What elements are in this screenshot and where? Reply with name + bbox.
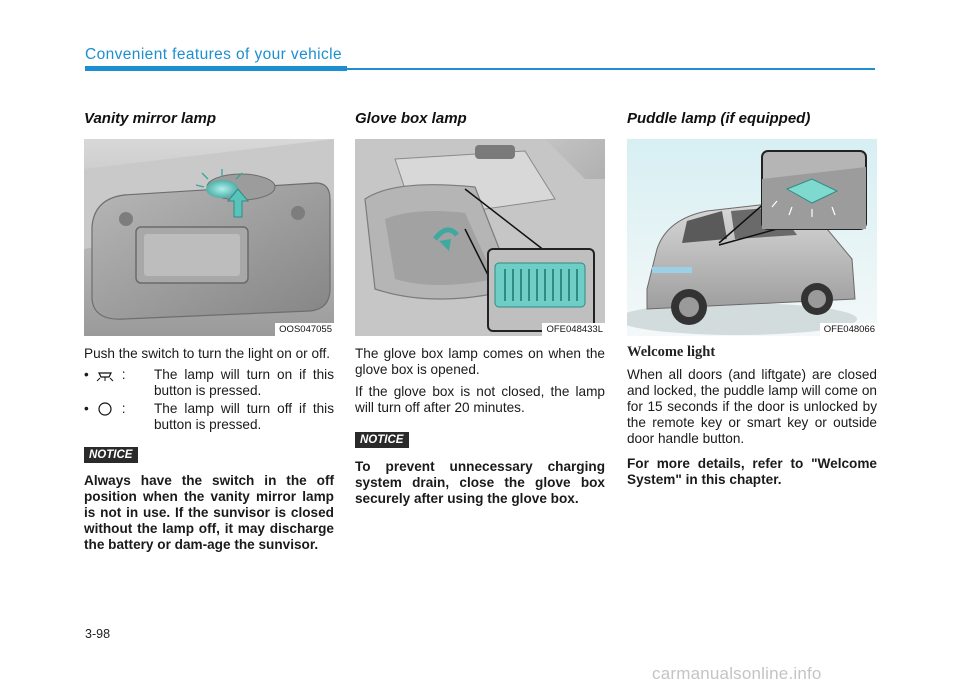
- puddle-lamp-section: [627, 110, 877, 488]
- vanity-intro-text: Push the switch to turn the light on or off.: [84, 346, 331, 361]
- lamp-off-icon: [94, 401, 116, 417]
- header-rule-thin: [347, 68, 875, 70]
- vanity-mirror-figure: [84, 139, 334, 336]
- glove-box-heading: Glove box lamp: [355, 110, 467, 127]
- header-rule-thick: [85, 66, 347, 71]
- puddle-lamp-heading: Puddle lamp (if equipped): [627, 110, 811, 127]
- watermark: carmanualsonline.info: [652, 664, 822, 683]
- lamp-on-icon: [94, 368, 116, 382]
- vanity-notice-text: Always have the switch in the off position when the vanity mirror lamp is not in use. If the sunvisor is closed without the lamp off, it may discharge the battery or dam-age the sunvisor.: [84, 473, 334, 552]
- figure-code: OOS047055: [275, 323, 334, 336]
- glove-box-illustration: [355, 139, 605, 336]
- glove-box-section: [355, 110, 605, 507]
- glove-notice-text: To prevent unnecessary charging system drain, close the glove box securely after using the glove box.: [355, 459, 605, 506]
- puddle-text-1: When all doors (and liftgate) are closed and locked, the puddle lamp will come on for 15 seconds if the door is unlocked by the remote key or smart key or outside door handle button.: [627, 367, 877, 446]
- vanity-mirror-section: [84, 110, 334, 553]
- notice-badge: NOTICE: [84, 447, 138, 463]
- figure-code: OFE048433L: [542, 323, 605, 336]
- glove-text-2: If the glove box is not closed, the lamp will turn off after 20 minutes.: [355, 384, 605, 415]
- vanity-mirror-illustration: [84, 139, 334, 336]
- bullet-lamp-on: • : The lamp will turn on if this button is pressed.: [84, 367, 334, 398]
- notice-badge: NOTICE: [355, 432, 409, 448]
- bullet-lamp-off: • : The lamp will turn off if this button is pressed.: [84, 401, 334, 432]
- glove-text-1: The glove box lamp comes on when the glove box is opened.: [355, 346, 605, 377]
- figure-code: OFE048066: [820, 323, 877, 336]
- glove-box-figure: [355, 139, 605, 336]
- page-number: 3-98: [85, 627, 111, 641]
- vanity-mirror-heading: Vanity mirror lamp: [84, 110, 216, 127]
- welcome-light-subheading: Welcome light: [627, 344, 716, 360]
- puddle-lamp-illustration: [627, 139, 877, 336]
- puddle-text-2: For more details, refer to "Welcome System" in this chapter.: [627, 456, 877, 487]
- section-title: Convenient features of your vehicle: [85, 46, 342, 63]
- puddle-lamp-figure: [627, 139, 877, 336]
